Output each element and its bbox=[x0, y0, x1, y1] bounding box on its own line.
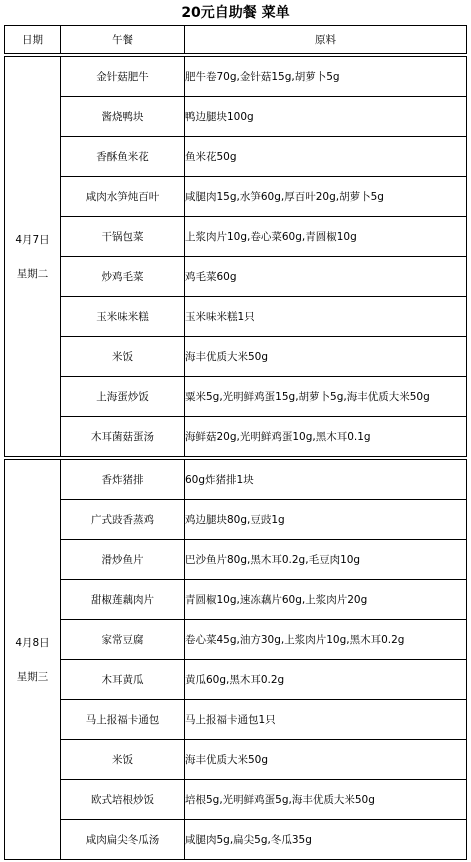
dish-name: 上海蛋炒饭 bbox=[61, 377, 185, 417]
table-row bbox=[5, 57, 467, 97]
header-ingredients: 原料 bbox=[185, 26, 467, 54]
dish-ingredients: 咸腿肉15g,水笋60g,厚百叶20g,胡萝卜5g bbox=[185, 177, 467, 217]
table-header-row bbox=[5, 26, 467, 54]
dish-ingredients: 马上报福卡通包1只 bbox=[185, 700, 467, 740]
table-row bbox=[5, 177, 467, 217]
table-row bbox=[5, 297, 467, 337]
table-row bbox=[5, 740, 467, 780]
dish-ingredients: 巴沙鱼片80g,黑木耳0.2g,毛豆肉10g bbox=[185, 540, 467, 580]
dish-name: 炒鸡毛菜 bbox=[61, 257, 185, 297]
dish-name: 干锅包菜 bbox=[61, 217, 185, 257]
day-weekday: 星期二 bbox=[16, 267, 49, 280]
dish-ingredients: 青圆椒10g,速冻藕片60g,上浆肉片20g bbox=[185, 580, 467, 620]
dish-ingredients: 海鲜菇20g,光明鲜鸡蛋10g,黑木耳0.1g bbox=[185, 417, 467, 457]
dish-name: 甜椒莲藕肉片 bbox=[61, 580, 185, 620]
dish-name: 酱烧鸭块 bbox=[61, 97, 185, 137]
day-date-cell bbox=[5, 57, 61, 457]
dish-ingredients: 玉米味米糕1只 bbox=[185, 297, 467, 337]
dish-ingredients: 培根5g,光明鲜鸡蛋5g,海丰优质大米50g bbox=[185, 780, 467, 820]
header-lunch: 午餐 bbox=[61, 26, 185, 54]
table-row bbox=[5, 620, 467, 660]
day-date-cell bbox=[5, 460, 61, 860]
dish-name: 米饭 bbox=[61, 337, 185, 377]
menu-table bbox=[4, 25, 467, 860]
table-row bbox=[5, 500, 467, 540]
dish-name: 家常豆腐 bbox=[61, 620, 185, 660]
day-section-2 bbox=[5, 460, 467, 860]
dish-name: 木耳黄瓜 bbox=[61, 660, 185, 700]
dish-name: 咸肉扁尖冬瓜汤 bbox=[61, 820, 185, 860]
dish-ingredients: 鱼米花50g bbox=[185, 137, 467, 177]
dish-ingredients: 60g炸猪排1块 bbox=[185, 460, 467, 500]
dish-ingredients: 上浆肉片10g,卷心菜60g,青圆椒10g bbox=[185, 217, 467, 257]
dish-ingredients: 黄瓜60g,黑木耳0.2g bbox=[185, 660, 467, 700]
dish-name: 玉米味米糕 bbox=[61, 297, 185, 337]
header-date: 日期 bbox=[5, 26, 61, 54]
dish-ingredients: 海丰优质大米50g bbox=[185, 337, 467, 377]
dish-name: 欧式培根炒饭 bbox=[61, 780, 185, 820]
dish-name: 广式豉香蒸鸡 bbox=[61, 500, 185, 540]
dish-name: 木耳菌菇蛋汤 bbox=[61, 417, 185, 457]
dish-ingredients: 鸡边腿块80g,豆豉1g bbox=[185, 500, 467, 540]
day-weekday: 星期三 bbox=[16, 670, 49, 683]
table-row bbox=[5, 660, 467, 700]
day-date: 4月7日 bbox=[15, 233, 50, 246]
dish-name: 金针菇肥牛 bbox=[61, 57, 185, 97]
table-row bbox=[5, 97, 467, 137]
dish-ingredients: 鸭边腿块100g bbox=[185, 97, 467, 137]
dish-ingredients: 肥牛卷70g,金针菇15g,胡萝卜5g bbox=[185, 57, 467, 97]
dish-name: 马上报福卡通包 bbox=[61, 700, 185, 740]
table-row bbox=[5, 700, 467, 740]
menu-title: 20元自助餐 菜单 bbox=[181, 5, 290, 21]
table-row bbox=[5, 337, 467, 377]
table-row bbox=[5, 580, 467, 620]
table-row bbox=[5, 820, 467, 860]
dish-ingredients: 海丰优质大米50g bbox=[185, 740, 467, 780]
table-row bbox=[5, 460, 467, 500]
dish-name: 米饭 bbox=[61, 740, 185, 780]
table-row bbox=[5, 780, 467, 820]
dish-ingredients: 鸡毛菜60g bbox=[185, 257, 467, 297]
dish-ingredients: 卷心菜45g,油方30g,上浆肉片10g,黑木耳0.2g bbox=[185, 620, 467, 660]
table-row bbox=[5, 217, 467, 257]
table-row bbox=[5, 137, 467, 177]
dish-name: 滑炒鱼片 bbox=[61, 540, 185, 580]
dish-ingredients: 咸腿肉5g,扁尖5g,冬瓜35g bbox=[185, 820, 467, 860]
day-date: 4月8日 bbox=[15, 636, 50, 649]
day-section-1 bbox=[5, 57, 467, 457]
dish-name: 咸肉水笋炖百叶 bbox=[61, 177, 185, 217]
table-row bbox=[5, 417, 467, 457]
table-row bbox=[5, 377, 467, 417]
dish-name: 香炸猪排 bbox=[61, 460, 185, 500]
table-row bbox=[5, 257, 467, 297]
dish-name: 香酥鱼米花 bbox=[61, 137, 185, 177]
dish-ingredients: 粟米5g,光明鲜鸡蛋15g,胡萝卜5g,海丰优质大米50g bbox=[185, 377, 467, 417]
table-row bbox=[5, 540, 467, 580]
